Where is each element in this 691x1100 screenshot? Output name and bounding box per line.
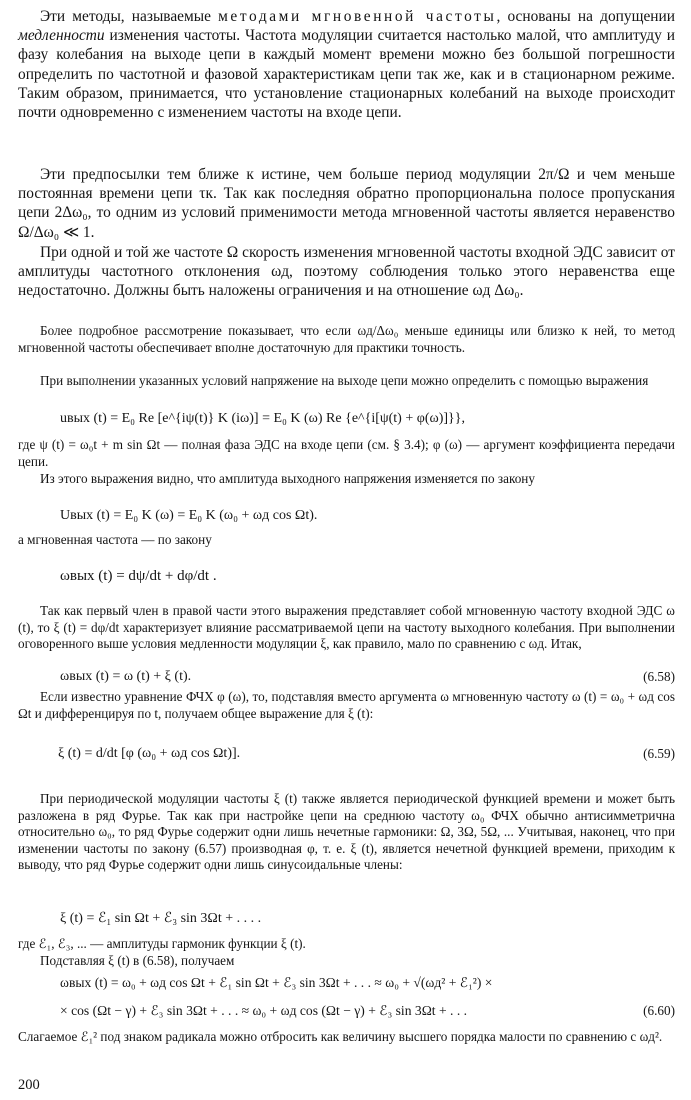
equation-number-6-59: (6.59) (643, 746, 675, 761)
term-instantaneous-frequency-methods: методами мгновенной частоты (218, 8, 497, 25)
equation-6-59-text: ξ (t) = d/dt [φ (ω₀ + ωд cos Ωt)]. (58, 746, 241, 761)
equation-number-6-60: (6.60) (643, 1003, 675, 1018)
paragraph-phase-definition: где ψ (t) = ω₀t + m sin Ωt — полная фаза ЭДС на входе цепи (см. § 3.4); φ (ω) — аргумент коэффициента передачи цепи. (18, 437, 675, 469)
equation-output-voltage-text: uвых (t) = E₀ Re [e^{iψ(t)} K (iω)] = E₀ K (ω) Re {e^{i[ψ(t) + φ(ω)]}}, (60, 411, 465, 426)
intro-text-e: изменения частоты. Частота модуляции считается настолько малой, что амплитуду и фазу колебания на выходе цепи в каждый момент времени можно без большой погрешности определить по частотной и фазовой характеристикам цепи так же, как и в стационарном режиме. Таким образом, принимается, что установление стационарных колебаний на выходе происходит почти одновременно с изменением частоты на входе цепи. (18, 27, 675, 122)
paragraph-detailed-analysis: Более подробное рассмотрение показывает, что если ωд/Δω₀ меньше единицы или близко к ней, то метод мгновенной частоты обеспечивает вполне достаточную для практики точность. (18, 323, 675, 355)
paragraph-harmonic-amplitudes: где ℰ₁, ℰ₃, ... — амплитуды гармоник функции ξ (t). (18, 936, 306, 951)
equation-6-59 (58, 746, 675, 762)
paragraph-first-term: Так как первый член в правой части этого выражения представляет собой мгновенную частоту входной ЭДС ω (t), то ξ (t) = dφ/dt характеризует влияние рассматриваемой цепи на частоту выходного колебания. При выполнении оговоренного выше условия медленности модуляции ξ, как правило, мало по сравнению с ωд. Итак, (18, 603, 675, 652)
paragraph-intro (18, 7, 675, 122)
equation-amplitude (60, 508, 675, 524)
equation-number-6-58: (6.58) (643, 669, 675, 684)
term-slowness: медленности (18, 27, 105, 45)
equation-fourier-expansion (60, 910, 675, 927)
equation-6-60-line1-text: ωвых (t) = ω₀ + ωд cos Ωt + ℰ₁ sin Ωt + ℰ₃ sin 3Ωt + . . . ≈ ω₀ + √(ωд² + ℰ₁²) × (60, 975, 493, 990)
equation-6-58 (60, 669, 675, 685)
paragraph-substitution: Подставляя ξ (t) в (6.58), получаем (40, 953, 235, 968)
intro-text-a: Эти методы, называемые (40, 8, 219, 25)
paragraph-phase-response: Если известно уравнение ФЧХ φ (ω), то, подставляя вместо аргумента ω мгновенную частоту ω (t) = ω₀ + ωд cos Ωt и дифференцируя по t, получаем общее выражение для ξ (t): (18, 689, 675, 721)
equation-6-58-text: ωвых (t) = ω (t) + ξ (t). (60, 669, 192, 684)
equation-amplitude-text: Uвых (t) = E₀ K (ω) = E₀ K (ω₀ + ωд cos Ωt). (60, 508, 318, 523)
equation-6-60-line2 (60, 1003, 675, 1019)
intro-text-c: , основаны на допущении (496, 8, 675, 25)
paragraph-amplitude-law: Из этого выражения видно, что амплитуда выходного напряжения изменяется по закону (40, 471, 535, 486)
paragraph-constraints: При одной и той же частоте Ω скорость изменения мгновенной частоты входной ЭДС зависит от амплитуды частотного отклонения ωд, поэтому соблюдения только этого неравенства еще недостаточно. Должны быть наложены ограничения и на отношение ωд Δω₀. (18, 244, 675, 300)
equation-fourier-expansion-text: ξ (t) = ℰ₁ sin Ωt + ℰ₃ sin 3Ωt + . . . . (60, 911, 262, 926)
paragraph-fourier-series: При периодической модуляции частоты ξ (t) также является периодической функцией времени и может быть разложена в ряд Фурье. Так как при настройке цепи на среднюю частоту ω₀ ФЧХ обычно антисимметрична относительно ω₀, то ряд Фурье содержит одни лишь нечетные гармоники: Ω, 3Ω, 5Ω, ... Учитывая, наконец, что при изменении частоты по закону (6.57) производная φ, т. е. ξ (t), является нечетной функцией времени, приходим к выводу, что ряд Фурье содержит одни лишь синусоидальные члены: (18, 791, 675, 873)
paragraph-assumptions: Эти предпосылки тем ближе к истине, чем больше период модуляции 2π/Ω и чем меньше постоянная времени цепи τк. Так как последняя обратно пропорциональна полосе пропускания цепи 2Δω₀, то одним из условий применимости метода мгновенной частоты является неравенство Ω/Δω₀ ≪ 1. (18, 166, 675, 241)
paragraph-radical-term: Слагаемое ℰ₁² под знаком радикала можно отбросить как величину высшего порядка малости по сравнению с ωд². (18, 1029, 663, 1044)
equation-instantaneous-frequency (60, 568, 675, 585)
equation-6-60-line1 (60, 975, 675, 991)
equation-output-voltage (60, 411, 675, 427)
paragraph-output-voltage: При выполнении указанных условий напряжение на выходе цепи можно определить с помощью выражения (40, 373, 649, 388)
page-number: 200 (18, 1077, 40, 1093)
paragraph-frequency-law: а мгновенная частота — по закону (18, 532, 212, 547)
equation-instantaneous-frequency-text: ωвых (t) = dψ/dt + dφ/dt . (60, 568, 217, 584)
equation-6-60-line2-text: × cos (Ωt − γ) + ℰ₃ sin 3Ωt + . . . ≈ ω₀ + ωд cos (Ωt − γ) + ℰ₃ sin 3Ωt + . . . (60, 1003, 468, 1018)
